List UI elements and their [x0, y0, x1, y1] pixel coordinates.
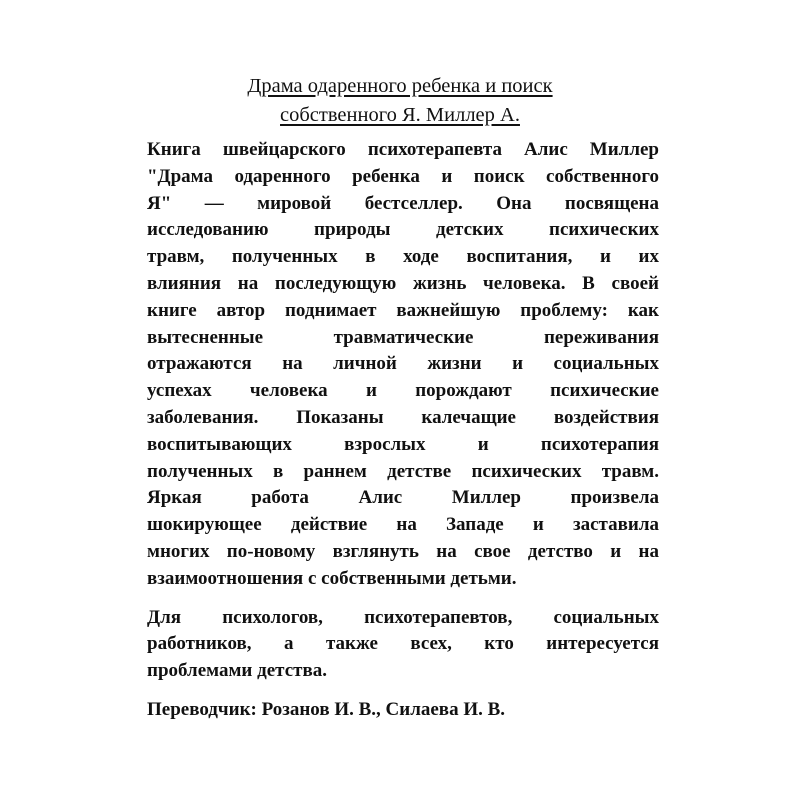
text-line: книге автор поднимает важнейшую проблему: как [147, 299, 659, 321]
text-line: успехах человека и порождают психические [147, 380, 659, 402]
text-line: травм, полученных в ходе воспитания, и их [147, 246, 659, 268]
text-line: Я" — мировой бестселлер. Она посвящена [147, 192, 659, 214]
translator-credit: Переводчик: Розанов И. В., Силаева И. В. [147, 698, 506, 720]
text-line: влияния на последующую жизнь человека. В своей [147, 272, 659, 294]
translator-paragraph [147, 697, 659, 724]
text-line: Для психологов, психотерапевтов, социальных [147, 606, 659, 628]
text-line: взаимоотношения с собственными детьми. [147, 567, 517, 589]
text-line: полученных в раннем детстве психических травм. [147, 460, 659, 482]
title-line: Драма одаренного ребенка и поиск [247, 75, 553, 97]
text-line: отражаются на личной жизни и социальных [147, 353, 659, 375]
text-line: проблемами детства. [147, 660, 327, 682]
document-body [147, 137, 659, 736]
text-line: многих по-новому взглянуть на свое детство и на [147, 540, 659, 562]
text-line: исследованию природы детских психических [147, 219, 659, 241]
text-line: воспитывающих взрослых и психотерапия [147, 433, 659, 455]
text-line: вытесненные травматические переживания [147, 326, 659, 348]
text-line: Яркая работа Алис Миллер произвела [147, 487, 659, 509]
description-paragraph [147, 137, 659, 593]
audience-paragraph [147, 605, 659, 685]
text-line: работников, а также всех, кто интересуется [147, 633, 659, 655]
text-line: "Драма одаренного ребенка и поиск собственного [147, 165, 659, 187]
title-line: собственного Я. Миллер А. [280, 104, 520, 126]
text-line: шокирующее действие на Западе и заставила [147, 514, 659, 536]
text-line: заболевания. Показаны калечащие воздействия [147, 406, 659, 428]
text-line: Книга швейцарского психотерапевта Алис Миллер [147, 139, 659, 160]
document-title [0, 72, 800, 130]
